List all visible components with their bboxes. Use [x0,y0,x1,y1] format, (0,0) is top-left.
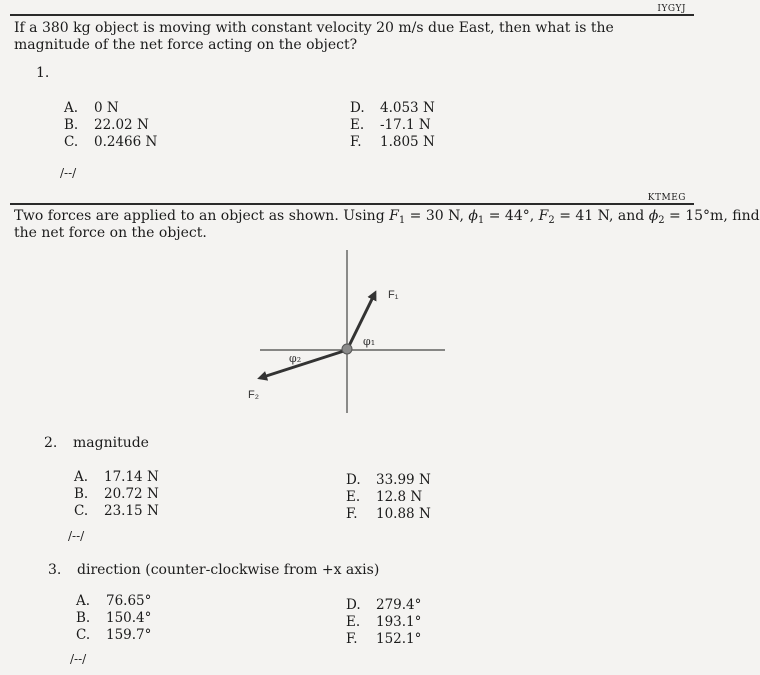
q2-sub2-label: magnitude [73,435,149,451]
q1-option-e[interactable]: E. -17.1 N [350,117,431,133]
label-f2: F₂ [248,389,259,401]
q3-option-a[interactable]: A. 76.65° [76,593,152,609]
q2-sub3-number: 3. [48,562,62,578]
q1-option-f[interactable]: F. 1.805 N [350,134,435,150]
q2-question-text-line2: the net force on the object. [14,225,207,241]
q2-sub2-answer-blank[interactable]: /--/ [68,529,85,543]
object-point [342,344,352,354]
q2-option-a[interactable]: A. 17.14 N [74,469,159,485]
vector-f2 [260,350,347,378]
label-phi2: φ₂ [289,352,302,365]
q1-answer-blank[interactable]: /--/ [60,166,77,180]
q2-tag: KTMEG [647,193,686,203]
q3-option-e[interactable]: E. 193.1° [346,614,422,630]
q3-option-b[interactable]: B. 150.4° [76,610,152,626]
q2-question-text: Two forces are applied to an object as shown. Using $F_1 = 30$ N, $\phi_1 = 44^\circ$, $F_2 = 41$ N, and $\phi_2 = 15^\circ m$, find [14,208,760,226]
q1-option-a[interactable]: A. 0 N [64,100,119,116]
q1-option-c[interactable]: C. 0.2466 N [64,134,158,150]
q2-option-e[interactable]: E. 12.8 N [346,489,423,505]
q1-options-left [64,100,157,151]
q2-sub2-options-right [346,472,431,523]
q2-sub3-options-left [76,593,151,644]
q2-option-f[interactable]: F. 10.88 N [346,506,431,522]
q2-option-c[interactable]: C. 23.15 N [74,503,159,519]
q2-sub3-answer-blank[interactable]: /--/ [70,652,87,666]
q2-sub3-label: direction (counter-clockwise from +x axis) [77,562,380,578]
q3-option-d[interactable]: D. 279.4° [346,597,422,613]
q1-question-text: If a 380 kg object is moving with constant velocity 20 m/s due East, then what is the magnitude of the net force acting on the object? [14,20,614,53]
q1-tag: IYGYJ [657,4,686,14]
q2-sub2-options-left [74,469,159,520]
label-f1: F₁ [388,289,399,301]
q2-sub3-options-right [346,597,421,648]
q2-rule [10,203,694,205]
q2-option-b[interactable]: B. 20.72 N [74,486,159,502]
q3-option-c[interactable]: C. 159.7° [76,627,152,643]
q1-rule [10,14,694,16]
q2-option-d[interactable]: D. 33.99 N [346,472,431,488]
q1-option-d[interactable]: D. 4.053 N [350,100,435,116]
q1-options-right [350,100,435,151]
q2-sub2-number: 2. [44,435,58,451]
q3-option-f[interactable]: F. 152.1° [346,631,422,647]
force-diagram [240,245,460,415]
label-phi1: φ₁ [363,335,376,348]
q1-number: 1. [36,65,50,81]
q1-option-b[interactable]: B. 22.02 N [64,117,149,133]
